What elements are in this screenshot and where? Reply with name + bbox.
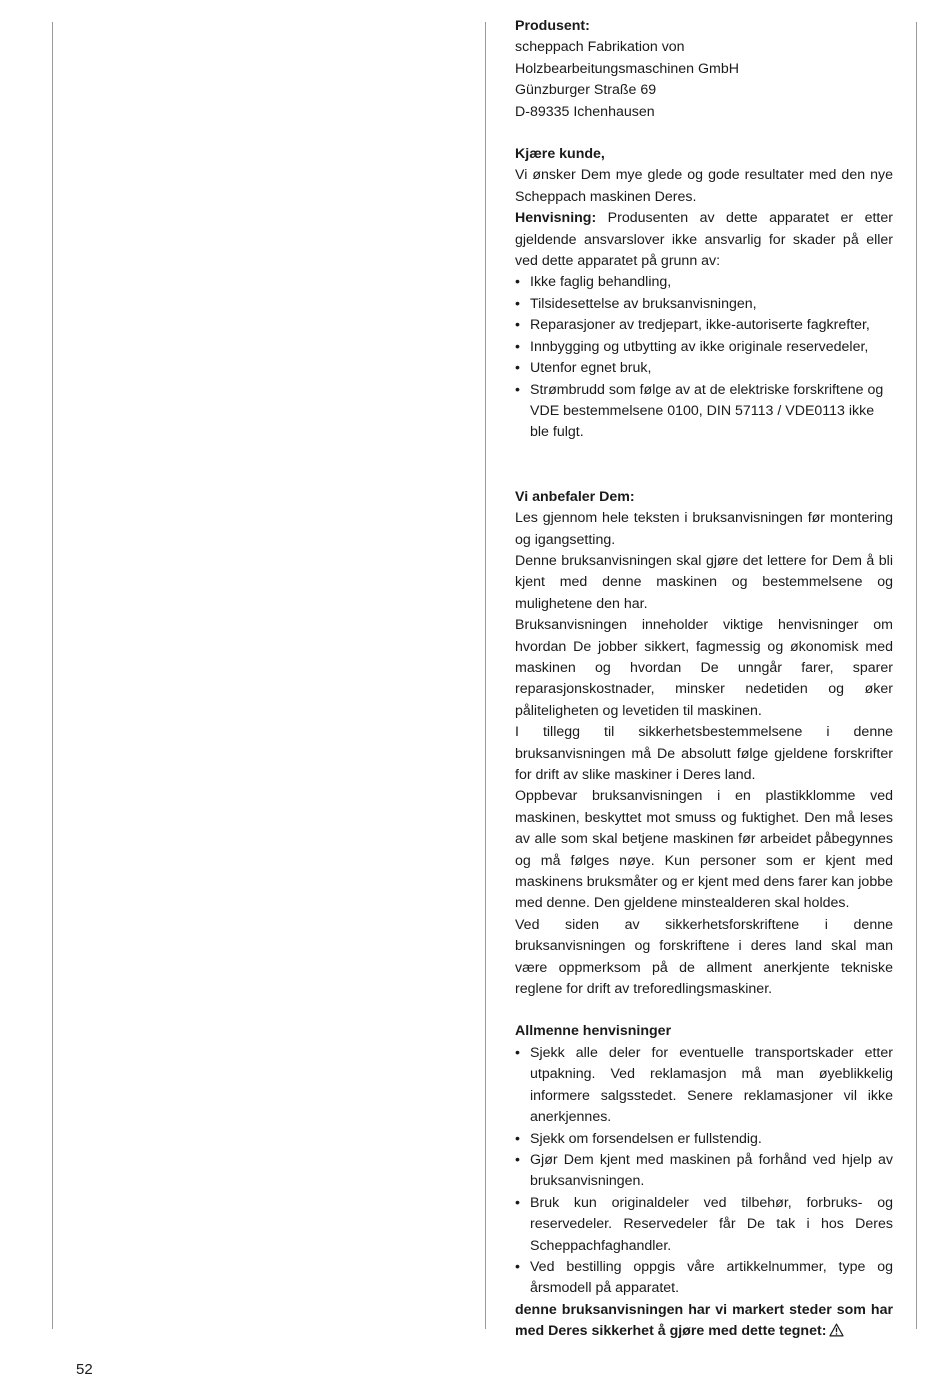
bullet-icon: • [515,1258,520,1275]
bullet-icon: • [515,295,520,312]
bullet-icon: • [515,381,520,398]
left-margin-rule [52,22,53,1329]
general-section [515,1021,893,1342]
list-item-text: Ved bestilling oppgis våre artikkelnummer, type og årsmodell på apparatet. [530,1258,893,1297]
list-item [515,1150,893,1193]
general-list [515,1043,893,1300]
safety-note [515,1300,893,1343]
list-item-text: Sjekk om forsendelsen er fullstendig. [530,1130,762,1147]
list-item [515,358,893,379]
list-item-text: Tilsidesettelse av bruksanvisningen, [530,295,757,312]
producer-section [515,16,893,123]
bullet-icon: • [515,317,520,334]
list-item [515,1193,893,1257]
list-item [515,1257,893,1300]
general-heading: Allmenne henvisninger [515,1023,672,1040]
recommend-paragraph: Oppbevar bruksanvisningen i en plastikklomme ved maskinen, beskyttet mot smuss og fuktighet. Den må leses av alle som skal betjene maskinen før arbeidet påbegynnes og må følges nøye. Kun personer som er kjent med maskinens bruksmåter og er kjent med dens farer kan jobbe med denne. Den gjeldene minstealderen skal holdes. [515,788,893,912]
list-item-text: Utenfor egnet bruk, [530,360,652,377]
bullet-icon: • [515,1151,520,1168]
bullet-icon: • [515,1044,520,1061]
bullet-icon: • [515,338,520,355]
dear-customer-section [515,144,893,444]
recommend-paragraph: Bruksanvisningen inneholder viktige henvisninger om hvordan De jobber sikkert, fagmessig og økonomisk med maskinen og hvordan De unngår farer, sparer reparasjonskostnader, minsker nedetiden og øker påliteligheten og levetiden til maskinen. [515,617,893,719]
dear-customer-text: Vi ønsker Dem mye glede og gode resultater med den nye Scheppach maskinen Deres. [515,167,893,205]
right-margin-rule [916,22,917,1329]
text-column [515,16,893,1343]
list-item [515,1043,893,1129]
recommend-paragraph: Les gjennom hele teksten i bruksanvisningen før montering og igangsetting. [515,510,893,548]
bullet-icon: • [515,360,520,377]
list-item-text: Bruk kun originaldeler ved tilbehør, forbruks- og reservedeler. Reservedeler får De tak i hos Deres Scheppachfaghandler. [530,1194,893,1254]
column-divider-rule [485,22,486,1329]
page-number: 52 [76,1361,93,1378]
recommend-section [515,487,893,1001]
producer-line: D-89335 Ichenhausen [515,103,655,120]
producer-line: scheppach Fabrikation von [515,39,685,56]
liability-list [515,272,893,443]
producer-heading: Produsent: [515,18,590,34]
list-item [515,294,893,315]
list-item [515,337,893,358]
list-item [515,315,893,336]
bullet-icon: • [515,1194,520,1211]
dear-customer-heading: Kjære kunde, [515,146,605,163]
safety-note-text: denne bruksanvisningen har vi markert steder som har med Deres sikkerhet å gjøre med dette tegnet: [515,1301,893,1340]
warning-triangle-icon [829,1323,844,1337]
recommend-heading: Vi anbefaler Dem: [515,488,635,505]
list-item-text: Ikke faglig behandling, [530,274,672,291]
producer-line: Holzbearbeitungsmaschinen GmbH [515,60,739,77]
recommend-paragraph: Ved siden av sikkerhetsforskriftene i denne bruksanvisningen og forskriftene i deres land skal man være oppmerksom på de allment anerkjente tekniske reglene for drift av treforedlingsmaskiner. [515,916,893,998]
notice-text: Produsenten av dette apparatet er etter gjeldende ansvarslover ikke ansvarlig for skader på eller ved dette apparatet på grunn av: [515,210,893,270]
recommend-paragraph: Denne bruksanvisningen skal gjøre det lettere for Dem å bli kjent med denne maskinen og bestemmelsene og mulighetene den har. [515,552,893,612]
list-item-text: Reparasjoner av tredjepart, ikke-autoriserte fagkrefter, [530,317,870,334]
list-item [515,380,893,444]
list-item-text: Sjekk alle deler for eventuelle transportskader etter utpakning. Ved reklamasjon må man øyeblikkelig informere salgsstedet. Senere reklamasjoner vil ikke anerkjennes. [530,1044,893,1126]
list-item-text: Strømbrudd som følge av at de elektriske forskriftene og VDE bestemmelsene 0100, DIN 57113 / VDE0113 ikke ble fulgt. [530,381,884,441]
list-item [515,1129,893,1150]
bullet-icon: • [515,274,520,291]
producer-line: Günzburger Straße 69 [515,82,657,99]
list-item-text: Gjør Dem kjent med maskinen på forhånd ved hjelp av bruksanvisningen. [530,1151,893,1190]
notice-label: Henvisning: [515,210,597,227]
bullet-icon: • [515,1130,520,1147]
list-item-text: Innbygging og utbytting av ikke originale reservedeler, [530,338,869,355]
recommend-paragraph: I tillegg til sikkerhetsbestemmelsene i denne bruksanvisningen må De absolutt følge gjeldene forskrifter for drift av slike maskiner i Deres land. [515,724,893,783]
list-item [515,272,893,293]
notice-paragraph [515,208,893,272]
